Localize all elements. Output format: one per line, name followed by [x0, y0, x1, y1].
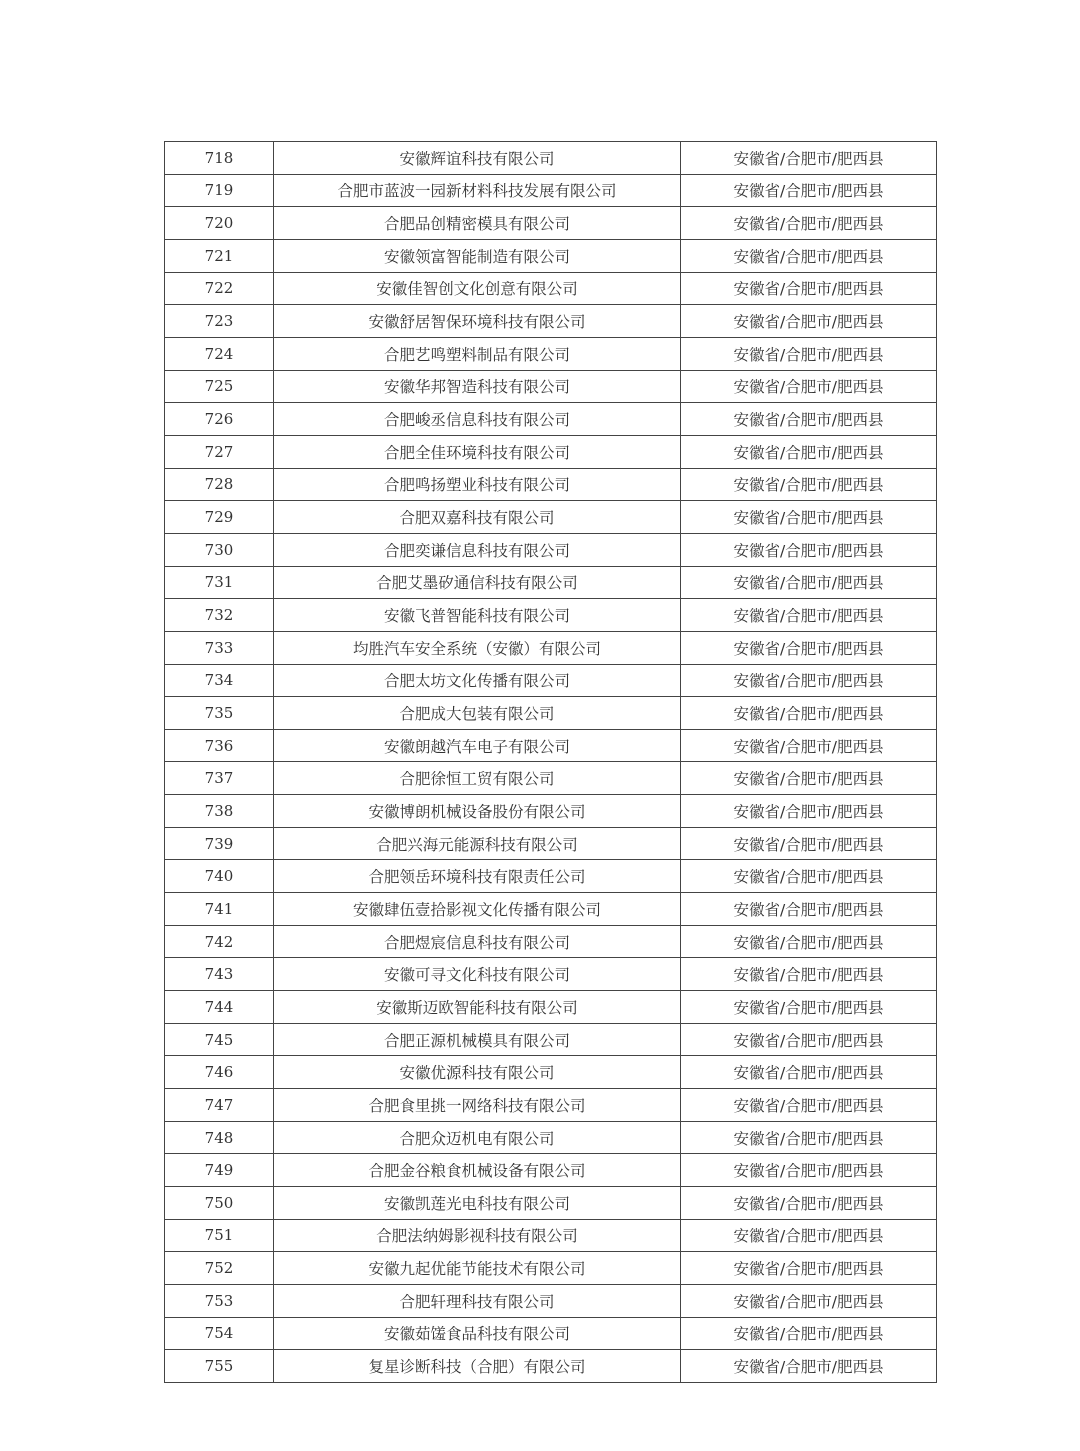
- table-row: [165, 1219, 937, 1252]
- table-row: [165, 958, 937, 991]
- company-name: 合肥品创精密模具有限公司: [274, 207, 681, 240]
- company-name: 合肥众迈机电有限公司: [274, 1121, 681, 1154]
- company-region: 安徽省/合肥市/肥西县: [681, 501, 937, 534]
- table-row: [165, 403, 937, 436]
- company-name: 安徽可寻文化科技有限公司: [274, 958, 681, 991]
- company-region: 安徽省/合肥市/肥西县: [681, 305, 937, 338]
- table-row: [165, 1187, 937, 1220]
- table-row: [165, 925, 937, 958]
- table-row: [165, 631, 937, 664]
- company-region: 安徽省/合肥市/肥西县: [681, 1219, 937, 1252]
- company-region: 安徽省/合肥市/肥西县: [681, 566, 937, 599]
- row-number: 751: [165, 1219, 274, 1252]
- row-number: 721: [165, 239, 274, 272]
- table-body: [165, 142, 937, 1383]
- company-name: 合肥正源机械模具有限公司: [274, 1023, 681, 1056]
- company-region: 安徽省/合肥市/肥西县: [681, 1023, 937, 1056]
- company-name: 合肥艾墨矽通信科技有限公司: [274, 566, 681, 599]
- company-name: 合肥太坊文化传播有限公司: [274, 664, 681, 697]
- company-name: 安徽华邦智造科技有限公司: [274, 370, 681, 403]
- company-region: 安徽省/合肥市/肥西县: [681, 697, 937, 730]
- table-row: [165, 697, 937, 730]
- row-number: 749: [165, 1154, 274, 1187]
- company-name: 合肥轩理科技有限公司: [274, 1284, 681, 1317]
- table-row: [165, 795, 937, 828]
- company-region: 安徽省/合肥市/肥西县: [681, 533, 937, 566]
- company-region: 安徽省/合肥市/肥西县: [681, 370, 937, 403]
- table-row: [165, 1252, 937, 1285]
- row-number: 726: [165, 403, 274, 436]
- company-name: 合肥艺鸣塑料制品有限公司: [274, 337, 681, 370]
- row-number: 735: [165, 697, 274, 730]
- row-number: 729: [165, 501, 274, 534]
- company-name: 安徽领富智能制造有限公司: [274, 239, 681, 272]
- table-row: [165, 1284, 937, 1317]
- table-row: [165, 1154, 937, 1187]
- company-name: 合肥鸣扬塑业科技有限公司: [274, 468, 681, 501]
- company-region: 安徽省/合肥市/肥西县: [681, 1350, 937, 1383]
- row-number: 738: [165, 795, 274, 828]
- company-name: 安徽肆伍壹拾影视文化传播有限公司: [274, 893, 681, 926]
- row-number: 733: [165, 631, 274, 664]
- row-number: 754: [165, 1317, 274, 1350]
- company-name: 合肥双嘉科技有限公司: [274, 501, 681, 534]
- table-row: [165, 370, 937, 403]
- row-number: 750: [165, 1187, 274, 1220]
- company-name: 安徽佳智创文化创意有限公司: [274, 272, 681, 305]
- company-region: 安徽省/合肥市/肥西县: [681, 1252, 937, 1285]
- company-region: 安徽省/合肥市/肥西县: [681, 991, 937, 1024]
- company-name: 安徽九起优能节能技术有限公司: [274, 1252, 681, 1285]
- company-region: 安徽省/合肥市/肥西县: [681, 468, 937, 501]
- company-region: 安徽省/合肥市/肥西县: [681, 893, 937, 926]
- company-region: 安徽省/合肥市/肥西县: [681, 599, 937, 632]
- row-number: 742: [165, 925, 274, 958]
- row-number: 725: [165, 370, 274, 403]
- table-row: [165, 599, 937, 632]
- company-region: 安徽省/合肥市/肥西县: [681, 337, 937, 370]
- table-row: [165, 1317, 937, 1350]
- table-row: [165, 1121, 937, 1154]
- table-row: [165, 239, 937, 272]
- row-number: 744: [165, 991, 274, 1024]
- company-name: 合肥煜宸信息科技有限公司: [274, 925, 681, 958]
- company-region: 安徽省/合肥市/肥西县: [681, 958, 937, 991]
- row-number: 731: [165, 566, 274, 599]
- company-name: 合肥法纳姆影视科技有限公司: [274, 1219, 681, 1252]
- company-name: 安徽博朗机械设备股份有限公司: [274, 795, 681, 828]
- row-number: 723: [165, 305, 274, 338]
- row-number: 747: [165, 1089, 274, 1122]
- row-number: 728: [165, 468, 274, 501]
- company-region: 安徽省/合肥市/肥西县: [681, 1187, 937, 1220]
- company-name: 均胜汽车安全系统（安徽）有限公司: [274, 631, 681, 664]
- company-region: 安徽省/合肥市/肥西县: [681, 403, 937, 436]
- row-number: 741: [165, 893, 274, 926]
- table-row: [165, 337, 937, 370]
- table-row: [165, 762, 937, 795]
- company-name: 安徽朗越汽车电子有限公司: [274, 729, 681, 762]
- row-number: 719: [165, 174, 274, 207]
- row-number: 740: [165, 860, 274, 893]
- company-region: 安徽省/合肥市/肥西县: [681, 664, 937, 697]
- row-number: 746: [165, 1056, 274, 1089]
- table-row: [165, 827, 937, 860]
- row-number: 734: [165, 664, 274, 697]
- company-region: 安徽省/合肥市/肥西县: [681, 1154, 937, 1187]
- company-name: 复星诊断科技（合肥）有限公司: [274, 1350, 681, 1383]
- company-name: 合肥兴海元能源科技有限公司: [274, 827, 681, 860]
- table-row: [165, 991, 937, 1024]
- table-row: [165, 1023, 937, 1056]
- table-row: [165, 1089, 937, 1122]
- company-region: 安徽省/合肥市/肥西县: [681, 174, 937, 207]
- company-region: 安徽省/合肥市/肥西县: [681, 1121, 937, 1154]
- company-name: 合肥成大包装有限公司: [274, 697, 681, 730]
- table-row: [165, 566, 937, 599]
- row-number: 730: [165, 533, 274, 566]
- company-name: 合肥食里挑一网络科技有限公司: [274, 1089, 681, 1122]
- company-name: 合肥峻丞信息科技有限公司: [274, 403, 681, 436]
- company-region: 安徽省/合肥市/肥西县: [681, 1056, 937, 1089]
- company-name: 安徽斯迈欧智能科技有限公司: [274, 991, 681, 1024]
- company-region: 安徽省/合肥市/肥西县: [681, 207, 937, 240]
- table-row: [165, 272, 937, 305]
- company-region: 安徽省/合肥市/肥西县: [681, 1284, 937, 1317]
- company-name: 合肥全佳环境科技有限公司: [274, 435, 681, 468]
- table-row: [165, 305, 937, 338]
- company-name: 安徽优源科技有限公司: [274, 1056, 681, 1089]
- table-row: [165, 468, 937, 501]
- company-region: 安徽省/合肥市/肥西县: [681, 860, 937, 893]
- table-row: [165, 664, 937, 697]
- company-region: 安徽省/合肥市/肥西县: [681, 239, 937, 272]
- company-name: 安徽凯莲光电科技有限公司: [274, 1187, 681, 1220]
- company-list-table: [164, 141, 937, 1383]
- company-name: 安徽茹馐食品科技有限公司: [274, 1317, 681, 1350]
- company-region: 安徽省/合肥市/肥西县: [681, 142, 937, 175]
- table-row: [165, 142, 937, 175]
- company-name: 合肥徐恒工贸有限公司: [274, 762, 681, 795]
- row-number: 722: [165, 272, 274, 305]
- row-number: 732: [165, 599, 274, 632]
- company-name: 合肥奕谦信息科技有限公司: [274, 533, 681, 566]
- row-number: 752: [165, 1252, 274, 1285]
- row-number: 724: [165, 337, 274, 370]
- row-number: 743: [165, 958, 274, 991]
- company-name: 安徽舒居智保环境科技有限公司: [274, 305, 681, 338]
- company-region: 安徽省/合肥市/肥西县: [681, 1089, 937, 1122]
- company-region: 安徽省/合肥市/肥西县: [681, 435, 937, 468]
- company-region: 安徽省/合肥市/肥西县: [681, 827, 937, 860]
- company-name: 合肥金谷粮食机械设备有限公司: [274, 1154, 681, 1187]
- row-number: 727: [165, 435, 274, 468]
- row-number: 748: [165, 1121, 274, 1154]
- company-region: 安徽省/合肥市/肥西县: [681, 272, 937, 305]
- row-number: 737: [165, 762, 274, 795]
- table-row: [165, 1056, 937, 1089]
- company-name: 安徽飞普智能科技有限公司: [274, 599, 681, 632]
- table-row: [165, 533, 937, 566]
- table-row: [165, 207, 937, 240]
- company-name: 安徽辉谊科技有限公司: [274, 142, 681, 175]
- table-row: [165, 1350, 937, 1383]
- company-region: 安徽省/合肥市/肥西县: [681, 729, 937, 762]
- company-region: 安徽省/合肥市/肥西县: [681, 925, 937, 958]
- company-region: 安徽省/合肥市/肥西县: [681, 795, 937, 828]
- company-region: 安徽省/合肥市/肥西县: [681, 762, 937, 795]
- row-number: 755: [165, 1350, 274, 1383]
- row-number: 720: [165, 207, 274, 240]
- row-number: 718: [165, 142, 274, 175]
- company-region: 安徽省/合肥市/肥西县: [681, 1317, 937, 1350]
- row-number: 739: [165, 827, 274, 860]
- table-row: [165, 729, 937, 762]
- table-row: [165, 174, 937, 207]
- table-row: [165, 893, 937, 926]
- row-number: 736: [165, 729, 274, 762]
- table-row: [165, 860, 937, 893]
- company-name: 合肥领岳环境科技有限责任公司: [274, 860, 681, 893]
- table-row: [165, 435, 937, 468]
- row-number: 753: [165, 1284, 274, 1317]
- company-name: 合肥市蓝波一园新材料科技发展有限公司: [274, 174, 681, 207]
- company-region: 安徽省/合肥市/肥西县: [681, 631, 937, 664]
- row-number: 745: [165, 1023, 274, 1056]
- table-row: [165, 501, 937, 534]
